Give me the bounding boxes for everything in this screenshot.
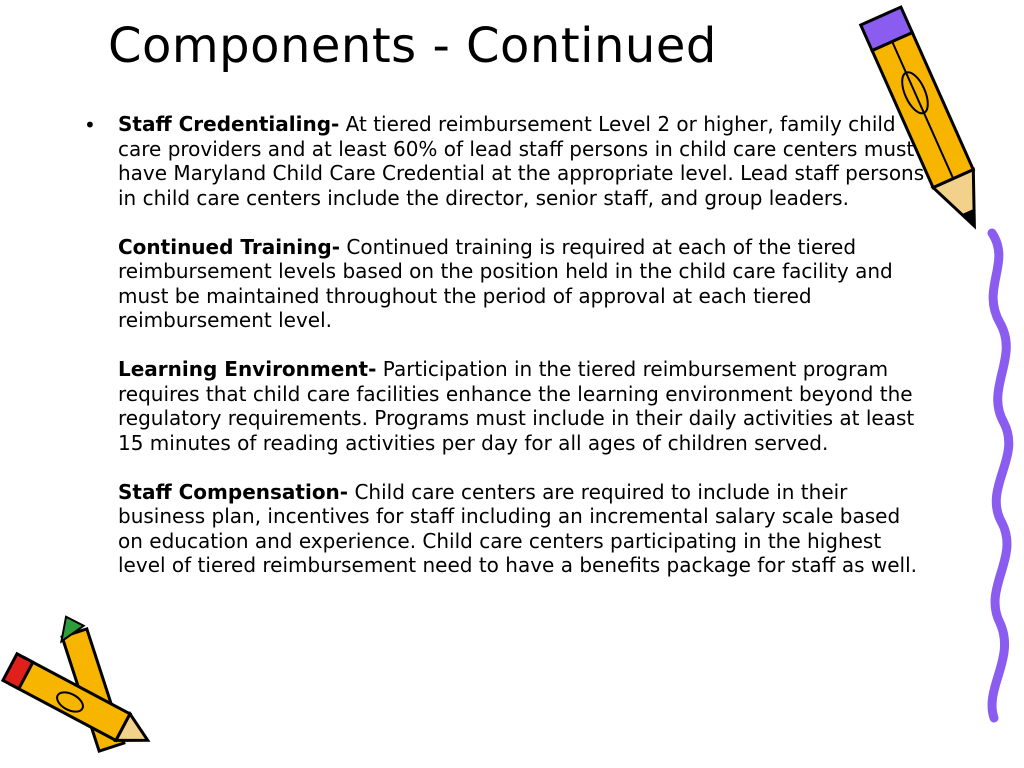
paragraph-text: At tiered reimbursement Level 2 or higher, family child care providers and at least 60% of lead staff persons in child care centers must have Maryland Child Care Credential at the appropriate level. Lead staff persons in child care centers include the director, senior staff, and group leaders. <box>118 112 925 210</box>
pencil-icon <box>858 0 998 245</box>
crayon-icon <box>0 620 170 765</box>
paragraph-text: Child care centers are required to include in their business plan, incentives for staff including an incremental salary scale based on education and experience. Child care centers participating in the highest level of tiered reimbursement need to have a benefits package for staff as well. <box>118 479 917 577</box>
squiggle-line-icon <box>972 228 1022 723</box>
term-label: Learning Environment- <box>118 357 377 381</box>
term-label: Staff Compensation- <box>118 479 349 504</box>
term-label: Staff Credentialing- <box>118 112 340 136</box>
term-label: Continued Training- <box>118 234 341 259</box>
paragraph-learning-environment <box>118 357 930 455</box>
slide-title: Components - Continued <box>108 18 717 74</box>
paragraph-text: Continued training is required at each of the tiered reimbursement levels based on the position held in the child care facility and must be maintained throughout the period of approval at each tiered reimbursement level. <box>118 234 893 332</box>
paragraph-staff-compensation <box>118 480 930 578</box>
paragraph-text: Participation in the tiered reimbursement program requires that child care facilities enhance the learning environment beyond the regulatory requirements. Programs must include in their daily activities at least 15 minutes of reading activities per day for all ages of children served. <box>118 357 915 455</box>
paragraph-continued-training <box>118 235 930 333</box>
paragraph-staff-credentialing <box>118 112 930 210</box>
bullet-list <box>76 112 928 578</box>
bullet-marker: • <box>84 113 96 137</box>
